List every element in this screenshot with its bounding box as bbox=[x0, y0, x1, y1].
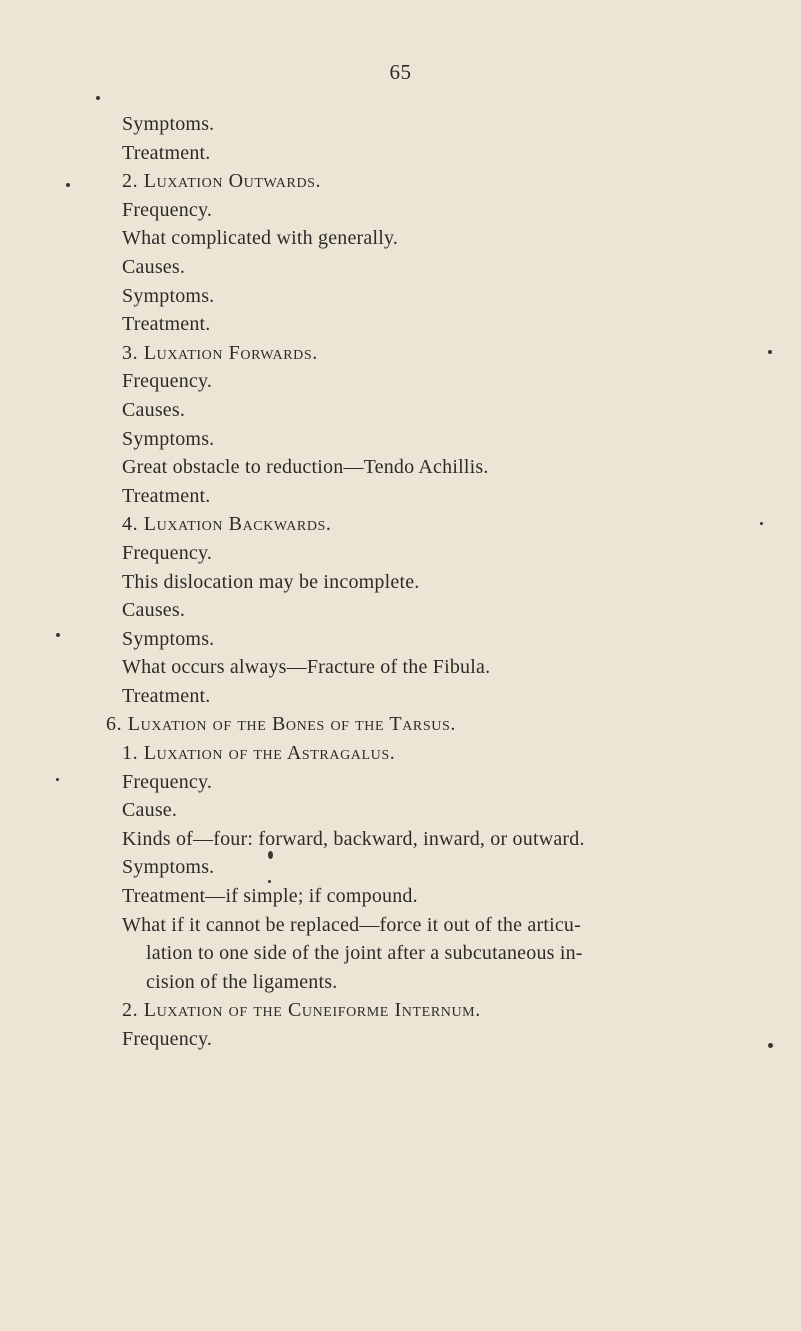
text-line: cision of the ligaments. bbox=[146, 970, 338, 993]
text-line: Causes. bbox=[122, 599, 186, 622]
print-speck bbox=[56, 778, 59, 781]
print-speck bbox=[760, 522, 763, 525]
text-line: Symptoms. bbox=[122, 113, 215, 135]
text-line: What complicated with generally. bbox=[122, 227, 399, 250]
text-line: Treatment. bbox=[122, 484, 211, 507]
text-line: Frequency. bbox=[122, 198, 213, 221]
print-speck bbox=[768, 350, 772, 354]
text-line: Symptoms. bbox=[122, 856, 215, 879]
text-line: Symptoms. bbox=[122, 627, 215, 650]
text-line: Kinds of—four: forward, backward, inward, or outward. bbox=[122, 827, 585, 850]
section-heading: 3. Luxation Forwards. bbox=[122, 341, 318, 364]
text-line: Causes. bbox=[122, 255, 186, 278]
section-heading: 1. Luxation of the Astragalus. bbox=[122, 742, 396, 765]
section-heading: 2. Luxation of the Cuneiforme Internum. bbox=[122, 999, 481, 1022]
text-line: Frequency. bbox=[122, 370, 213, 393]
section-heading: 4. Luxation Backwards. bbox=[122, 513, 332, 536]
text-line: Causes. bbox=[122, 398, 186, 421]
text-line: What occurs always—Fracture of the Fibula. bbox=[122, 656, 491, 679]
print-speck bbox=[56, 633, 60, 637]
page-number: 65 bbox=[389, 60, 412, 84]
section-heading: 6. Luxation of the Bones of the Tarsus. bbox=[106, 713, 456, 736]
print-speck bbox=[96, 96, 100, 100]
text-line: Treatment. bbox=[122, 313, 211, 336]
section-heading: 2. Luxation Outwards. bbox=[122, 170, 322, 193]
text-line: What if it cannot be replaced—force it out of the articu- bbox=[122, 913, 581, 936]
text-line: This dislocation may be incomplete. bbox=[122, 570, 420, 593]
print-speck bbox=[268, 851, 273, 859]
text-line: Frequency. bbox=[122, 770, 213, 793]
text-line: Symptoms. bbox=[122, 284, 215, 307]
print-speck bbox=[66, 183, 70, 187]
text-line: lation to one side of the joint after a subcutaneous in- bbox=[146, 942, 583, 965]
print-speck bbox=[268, 880, 271, 883]
text-line: Treatment. bbox=[122, 684, 211, 707]
text-line: Treatment—if simple; if compound. bbox=[122, 885, 418, 908]
page-body bbox=[106, 110, 742, 1054]
print-speck bbox=[768, 1043, 773, 1048]
text-line: Symptoms. bbox=[122, 427, 215, 450]
text-line: Frequency. bbox=[122, 541, 213, 564]
text-line: Cause. bbox=[122, 799, 178, 822]
text-line: Treatment. bbox=[122, 141, 211, 164]
text-line: Frequency. bbox=[122, 1028, 213, 1050]
text-line: Great obstacle to reduction—Tendo Achillis. bbox=[122, 456, 489, 479]
